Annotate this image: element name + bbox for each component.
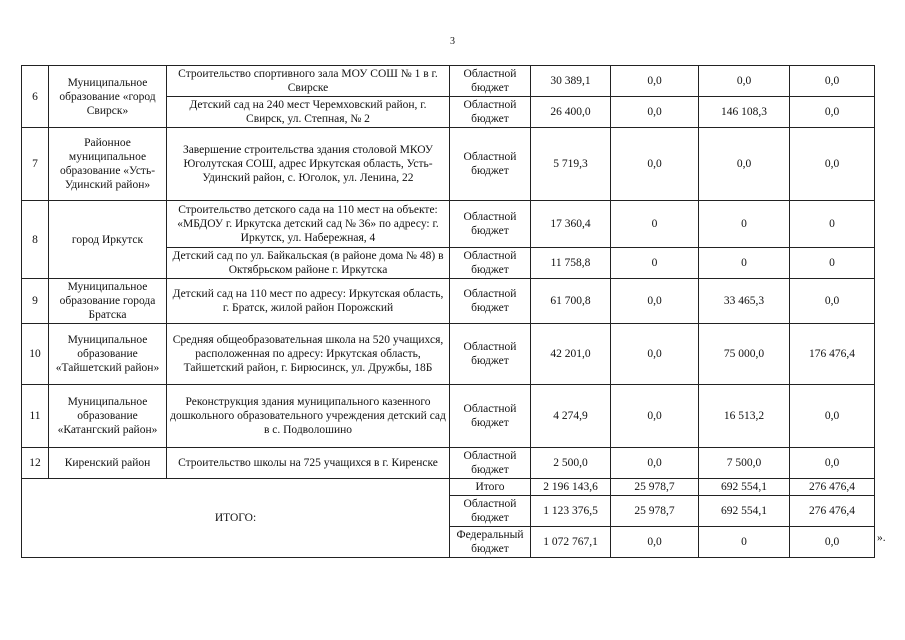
value-cell: 0 [699,527,790,558]
value-cell: 146 108,3 [699,97,790,128]
table-row [22,324,875,385]
value-cell: 42 201,0 [531,324,611,385]
table-row [22,385,875,448]
row-number: 7 [22,128,49,201]
value-cell: 75 000,0 [699,324,790,385]
value-cell: 0 [699,248,790,279]
table-row [22,201,875,248]
value-cell: 276 476,4 [790,496,875,527]
value-cell: 2 500,0 [531,448,611,479]
value-cell: 0,0 [611,128,699,201]
object-cell: Детский сад по ул. Байкальская (в районе дома № 48) в Октябрьском районе г. Иркутска [167,248,450,279]
value-cell: 0,0 [611,448,699,479]
closing-quote-mark: ». [877,532,886,544]
value-cell: 0,0 [790,279,875,324]
municipality-cell: Муниципальное образование «Катангский район» [49,385,167,448]
object-cell: Завершение строительства здания столовой МКОУ Юголутская СОШ, адрес Иркутская область, Усть-Удинский район, с. Юголок, ул. Ленина, 22 [167,128,450,201]
value-cell: 0,0 [611,66,699,97]
value-cell: 0,0 [790,527,875,558]
row-number: 11 [22,385,49,448]
value-cell: 16 513,2 [699,385,790,448]
page-number: 3 [450,36,455,47]
object-cell: Строительство детского сада на 110 мест на объекте: «МБДОУ г. Иркутска детский сад № 36» по адресу: г. Иркутск, ул. Набережная, 4 [167,201,450,248]
municipality-cell: Муниципальное образование города Братска [49,279,167,324]
source-cell: Областной бюджет [450,385,531,448]
source-cell: Областной бюджет [450,248,531,279]
value-cell: 1 123 376,5 [531,496,611,527]
table-row [22,128,875,201]
value-cell: 0,0 [611,279,699,324]
value-cell: 25 978,7 [611,496,699,527]
value-cell: 0,0 [790,385,875,448]
municipality-cell: Районное муниципальное образование «Усть-Удинский район» [49,128,167,201]
table-row [22,448,875,479]
value-cell: 30 389,1 [531,66,611,97]
value-cell: 0 [699,201,790,248]
value-cell: 33 465,3 [699,279,790,324]
value-cell: 0,0 [611,324,699,385]
source-cell: Областной бюджет [450,324,531,385]
value-cell: 0,0 [611,527,699,558]
table-row [22,66,875,97]
value-cell: 692 554,1 [699,479,790,496]
municipality-cell: Киренский район [49,448,167,479]
value-cell: 1 072 767,1 [531,527,611,558]
row-number: 8 [22,201,49,279]
row-number: 6 [22,66,49,128]
source-cell: Федеральный бюджет [450,527,531,558]
value-cell: 11 758,8 [531,248,611,279]
value-cell: 0,0 [790,128,875,201]
source-cell: Областной бюджет [450,66,531,97]
object-cell: Детский сад на 240 мест Черемховский район, г. Свирск, ул. Степная, № 2 [167,97,450,128]
value-cell: 0 [790,201,875,248]
value-cell: 0,0 [699,128,790,201]
value-cell: 2 196 143,6 [531,479,611,496]
source-cell: Областной бюджет [450,128,531,201]
value-cell: 692 554,1 [699,496,790,527]
value-cell: 7 500,0 [699,448,790,479]
row-number: 9 [22,279,49,324]
value-cell: 5 719,3 [531,128,611,201]
value-cell: 0 [611,201,699,248]
source-cell: Областной бюджет [450,279,531,324]
value-cell: 26 400,0 [531,97,611,128]
value-cell: 0 [790,248,875,279]
total-row [22,479,875,496]
object-cell: Реконструкция здания муниципального казенного дошкольного образовательного учреждения детский сад в с. Подволошино [167,385,450,448]
row-number: 10 [22,324,49,385]
table-row [22,279,875,324]
municipality-cell: город Иркутск [49,201,167,279]
total-label: ИТОГО: [22,479,450,558]
value-cell: 17 360,4 [531,201,611,248]
municipality-cell: Муниципальное образование «город Свирск» [49,66,167,128]
value-cell: 0 [611,248,699,279]
row-number: 12 [22,448,49,479]
value-cell: 25 978,7 [611,479,699,496]
value-cell: 0,0 [611,97,699,128]
value-cell: 276 476,4 [790,479,875,496]
value-cell: 0,0 [790,448,875,479]
object-cell: Детский сад на 110 мест по адресу: Иркутская область, г. Братск, жилой район Порожский [167,279,450,324]
value-cell: 0,0 [790,97,875,128]
object-cell: Строительство спортивного зала МОУ СОШ № 1 в г. Свирске [167,66,450,97]
object-cell: Строительство школы на 725 учащихся в г. Киренске [167,448,450,479]
value-cell: 0,0 [699,66,790,97]
value-cell: 0,0 [611,385,699,448]
municipality-cell: Муниципальное образование «Тайшетский район» [49,324,167,385]
source-cell: Областной бюджет [450,201,531,248]
object-cell: Средняя общеобразовательная школа на 520 учащихся, расположенная по адресу: Иркутская область, Тайшетский район, г. Бирюсинск, ул. Дружбы, 18Б [167,324,450,385]
funding-table [21,65,875,558]
source-cell: Областной бюджет [450,496,531,527]
source-cell: Областной бюджет [450,97,531,128]
source-cell: Итого [450,479,531,496]
value-cell: 61 700,8 [531,279,611,324]
value-cell: 4 274,9 [531,385,611,448]
value-cell: 176 476,4 [790,324,875,385]
value-cell: 0,0 [790,66,875,97]
source-cell: Областной бюджет [450,448,531,479]
